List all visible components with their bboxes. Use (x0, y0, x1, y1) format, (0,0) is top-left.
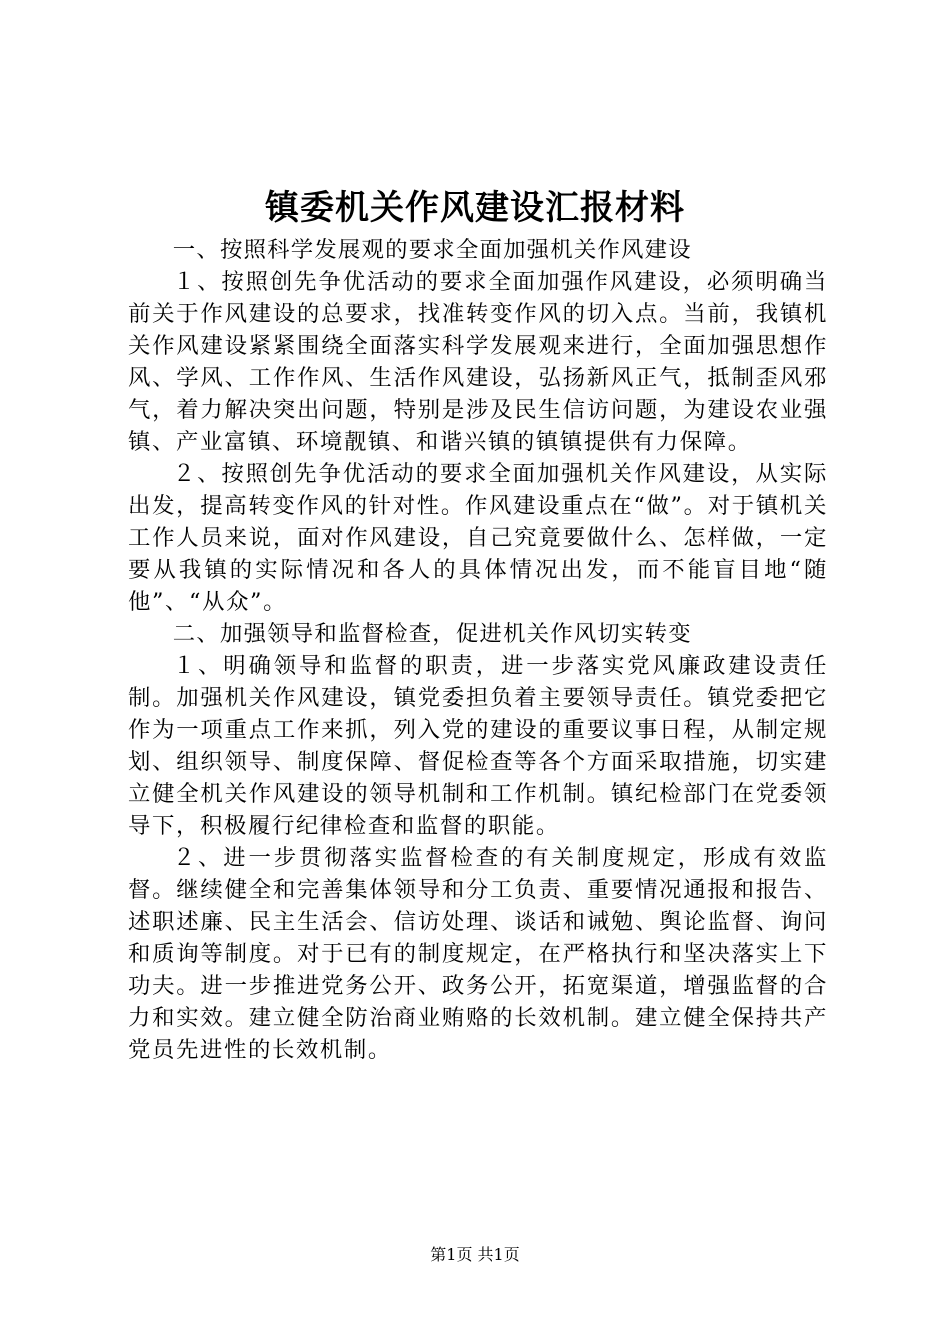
page-number: 第1页 共1页 (430, 1245, 520, 1264)
section-heading-1: 一、按照科学发展观的要求全面加强机关作风建设 (172, 237, 692, 263)
section-heading-2: 二、加强领导和监督检查，促进机关作风切实转变 (172, 621, 692, 647)
paragraph-1-1: １、按照创先争优活动的要求全面加强作风建设，必须明确当前关于作风建设的总要求，找准转变作风的切入点。当前，我镇机关作风建设紧紧围绕全面落实科学发展观来进行，全面加强思想作风、学风、工作作风、生活作风建设，弘扬新风正气，抵制歪风邪气，着力解决突出问题，特别是涉及民生信访问题，为建设农业强镇、产业富镇、环境靓镇、和谐兴镇的镇镇提供有力保障。 (128, 269, 828, 455)
document-title: 镇委机关作风建设汇报材料 (265, 188, 685, 228)
paragraph-2-2: ２、进一步贯彻落实监督检查的有关制度规定，形成有效监督。继续健全和完善集体领导和分工负责、重要情况通报和报告、述职述廉、民主生活会、信访处理、谈话和诫勉、舆论监督、询问和质询等制度。对于已有的制度规定，在严格执行和坚决落实上下功夫。进一步推进党务公开、政务公开，拓宽渠道，增强监督的合力和实效。建立健全防治商业贿赂的长效机制。建立健全保持共产党员先进性的长效机制。 (128, 845, 828, 1063)
paragraph-2-1: １、明确领导和监督的职责，进一步落实党风廉政建设责任制。加强机关作风建设，镇党委担负着主要领导责任。镇党委把它作为一项重点工作来抓，列入党的建设的重要议事日程，从制定规划、组织领导、制度保障、督促检查等各个方面采取措施，切实建立健全机关作风建设的领导机制和工作机制。镇纪检部门在党委领导下，积极履行纪律检查和监督的职能。 (128, 653, 828, 839)
document-body (128, 234, 828, 1066)
paragraph-1-2: ２、按照创先争优活动的要求全面加强机关作风建设，从实际出发，提高转变作风的针对性。作风建设重点在“做”。对于镇机关工作人员来说，面对作风建设，自己究竟要做什么、怎样做，一定要从我镇的实际情况和各人的具体情况出发，而不能盲目地“随他”、“从众”。 (128, 461, 828, 615)
